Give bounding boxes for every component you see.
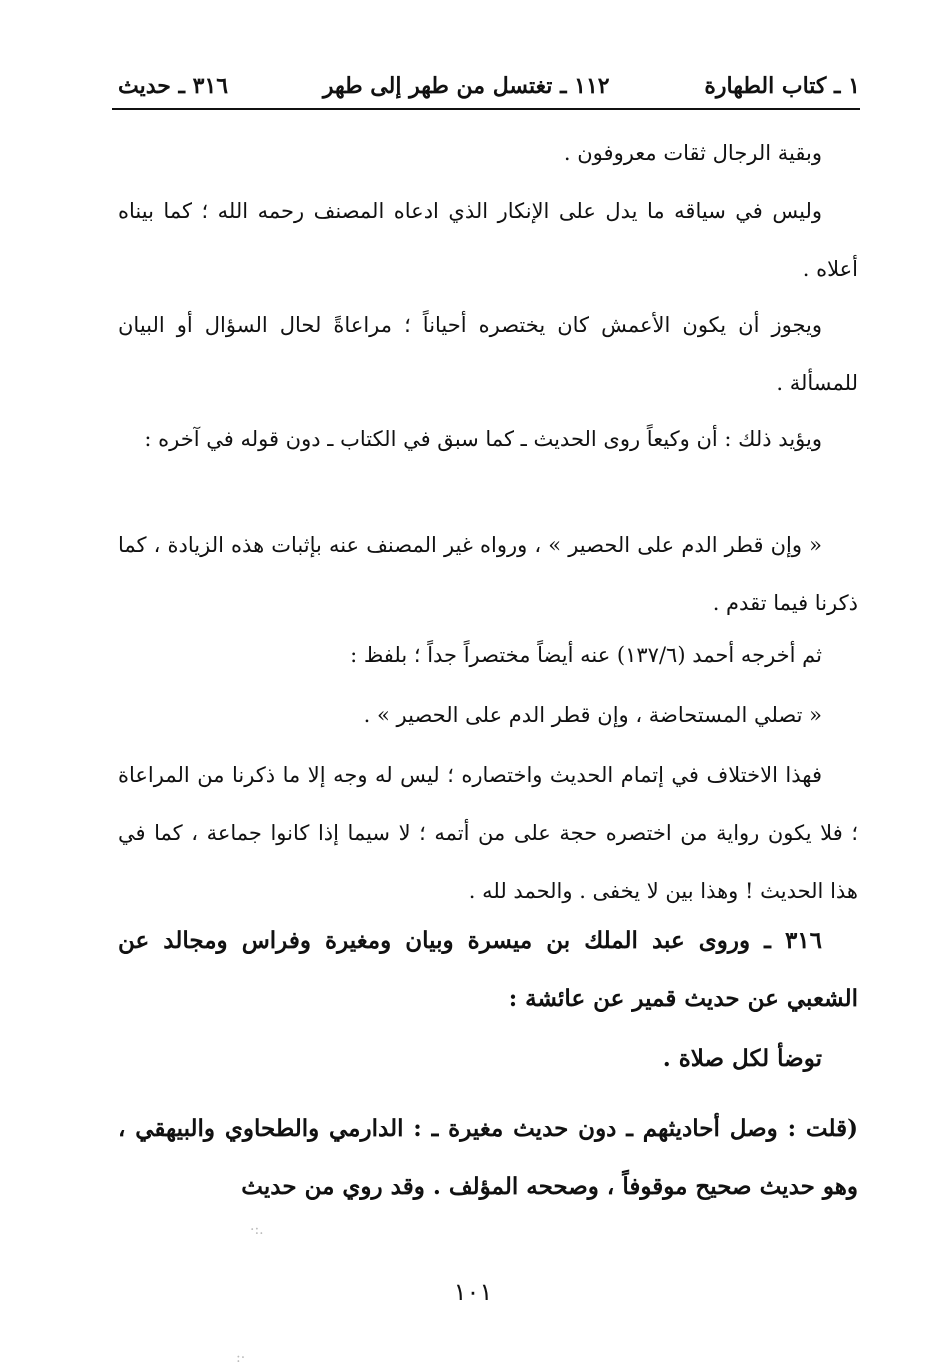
paragraph-narrators-trusted: وبقية الرجال ثقات معروفون . xyxy=(563,141,822,165)
hadith-316-text: توضأ لكل صلاة . xyxy=(662,1045,822,1072)
paragraph-quoted-addition: « وإن قطر الدم على الحصير » ، ورواه غير المصنف عنه بإثبات هذه الزيادة ، كما ذكرنا فيما تقدم . xyxy=(118,533,858,615)
scan-speck: .:· xyxy=(250,1222,264,1238)
page-number: ١٠١ xyxy=(453,1278,493,1306)
scan-speck: ·: xyxy=(236,1350,246,1366)
paragraph-no-rejection: وليس في سياقه ما يدل على الإنكار الذي ادعاه المصنف رحمه الله ؛ كما بيناه أعلاه . xyxy=(118,199,858,281)
hadith-316-heading: ٣١٦ ـ وروى عبد الملك بن ميسرة وبيان ومغيرة وفراس ومجالد عن الشعبي عن حديث قمير عن عائشة : xyxy=(118,927,858,1012)
running-header xyxy=(118,68,860,104)
header-rule xyxy=(112,108,860,110)
header-hadith-number: ٣١٦ ـ حديث xyxy=(118,73,229,99)
paragraph-supporting-evidence: ويؤيد ذلك : أن وكيعاً روى الحديث ـ كما سبق في الكتاب ـ دون قوله في آخره : xyxy=(144,427,822,451)
paragraph-abbreviation: ويجوز أن يكون الأعمش كان يختصره أحياناً ؛ مراعاةً لحال السؤال أو البيان للمسألة . xyxy=(118,313,858,395)
header-chapter-title: ١١٢ ـ تغتسل من طهر إلى طهر xyxy=(322,73,610,99)
paragraph-ahmad-narration: ثم أخرجه أحمد (١٣٧/٦) عنه أيضاً مختصراً جداً ؛ بلفظ : xyxy=(350,643,822,667)
paragraph-conclusion: فهذا الاختلاف في إتمام الحديث واختصاره ؛ ليس له وجه إلا ما ذكرنا من المراعاة ؛ فلا يكون رواية من اختصره حجة على من أتمه ؛ لا سيما إذا كانوا جماعة ، كما في هذا الحديث ! وهذا بين لا يخفى . والحمد لله . xyxy=(118,763,858,903)
header-book-title: ١ ـ كتاب الطهارة xyxy=(704,73,860,99)
paragraph-quoted-text: « تصلي المستحاضة ، وإن قطر الدم على الحصير » . xyxy=(363,703,822,727)
editor-note: (قلت : وصل أحاديثهم ـ دون حديث مغيرة ـ : الدارمي والطحاوي والبيهقي ، وهو حديث صحيح موقوفاً ، وصححه المؤلف . وقد روي من حديث xyxy=(118,1115,858,1200)
